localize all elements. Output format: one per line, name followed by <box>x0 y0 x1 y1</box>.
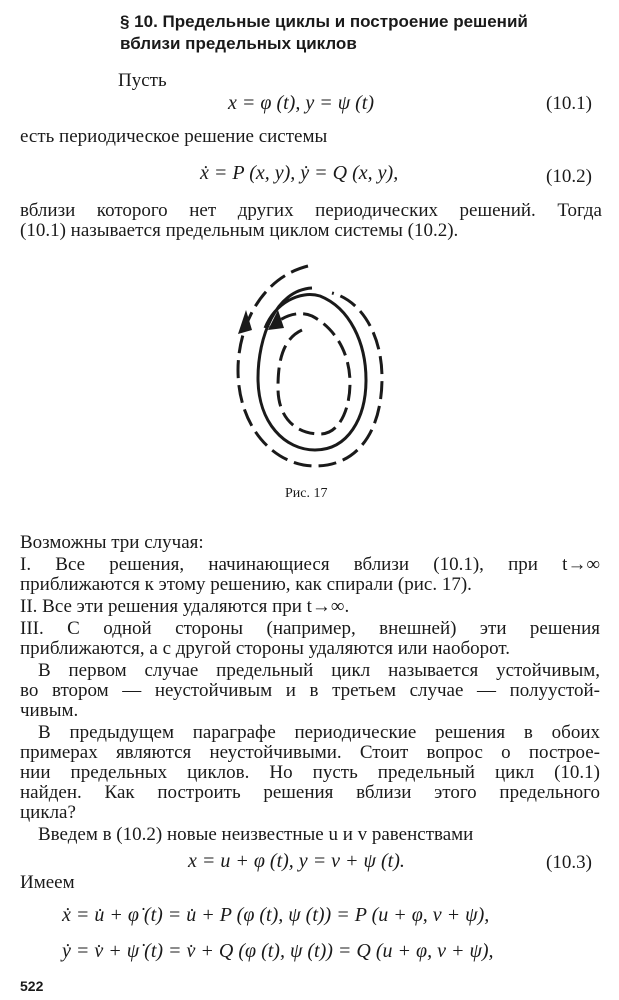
case-3-line2: приближаются, а с другой стороны удаляются или наоборот. <box>20 638 510 659</box>
figure-caption: Рис. 17 <box>285 486 328 501</box>
paragraph-near-line1: вблизи которого нет других периодических решений. Тогда <box>20 200 602 221</box>
equation-10-2: ẋ = P (x, y), ẏ = Q (x, y), <box>200 162 399 184</box>
paragraph-stability-line3: чивым. <box>20 700 79 721</box>
paragraph-previous-line4: найден. Как построить решения вблизи этого предельного <box>20 782 600 803</box>
limit-cycle-figure <box>220 258 400 480</box>
equation-10-1: x = φ (t), y = ψ (t) <box>228 92 374 114</box>
inner-dashed-spiral <box>270 314 350 434</box>
case-1-line1: I. Все решения, начинающиеся вблизи (10.1), при t→∞ <box>20 554 600 575</box>
paragraph-previous-line2: примерах являются неустойчивыми. Стоит вопрос о построе- <box>20 742 600 763</box>
equation-10-3: x = u + φ (t), y = v + ψ (t). <box>188 850 405 872</box>
equation-number-10-1: (10.1) <box>546 93 592 114</box>
case-1-line2: приближаются к этому решению, как спирали (рис. 17). <box>20 574 472 595</box>
equation-number-10-2: (10.2) <box>546 166 592 187</box>
paragraph-periodic: есть периодическое решение системы <box>20 126 328 147</box>
case-2: II. Все эти решения удаляются при t→∞. <box>20 596 350 617</box>
section-title-line2: вблизи предельных циклов <box>120 34 357 53</box>
cases-intro: Возможны три случая: <box>20 532 204 553</box>
paragraph-let: Пусть <box>118 70 167 91</box>
paragraph-previous-line1: В предыдущем параграфе периодические решения в обоих <box>38 722 600 743</box>
paragraph-stability-line1: В первом случае предельный цикл называется устойчивым, <box>38 660 600 681</box>
paragraph-introduce: Введем в (10.2) новые неизвестные u и v равенствами <box>38 824 474 845</box>
equation-x-dot: ẋ = u̇ + φ̇ (t) = u̇ + P (φ (t), ψ (t)) = P (u + φ, v + ψ), <box>62 904 490 926</box>
page-number: 522 <box>20 978 44 994</box>
paragraph-previous-line3: нии предельных циклов. Но пусть предельный цикл (10.1) <box>20 762 600 783</box>
equation-y-dot: ẏ = v̇ + ψ̇ (t) = v̇ + Q (φ (t), ψ (t)) = Q (u + φ, v + ψ), <box>62 940 494 962</box>
equation-number-10-3: (10.3) <box>546 852 592 873</box>
section-title-line1: § 10. Предельные циклы и построение решений <box>120 12 528 31</box>
paragraph-stability-line2: во втором — неустойчивым и в третьем случае — полуустой- <box>20 680 600 701</box>
paragraph-near-line2: (10.1) называется предельным циклом системы (10.2). <box>20 220 459 241</box>
case-3-line1: III. С одной стороны (например, внешней) эти решения <box>20 618 600 639</box>
paragraph-we-have: Имеем <box>20 872 75 893</box>
paragraph-previous-line5: цикла? <box>20 802 76 823</box>
